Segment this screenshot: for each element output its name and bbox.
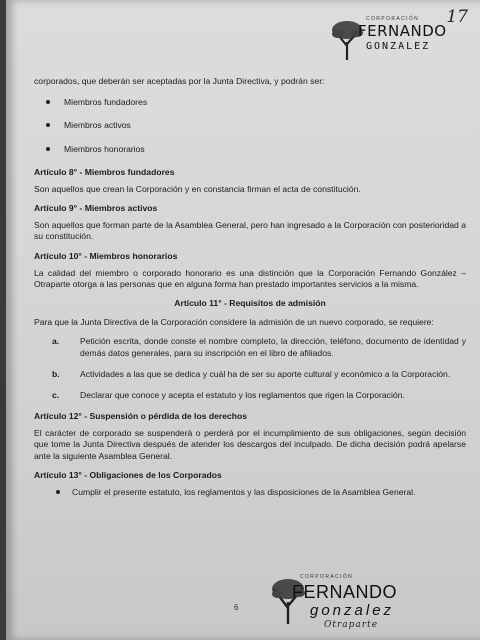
list-item: b. Actividades a las que se dedica y cuál ha de ser su aporte cultural y económico a la Corporación. bbox=[52, 368, 451, 379]
list-item: a. Petición escrita, donde conste el nombre completo, la dirección, teléfono, documento de identidad y demás datos generales, para su inscripción en el libro de afiliados. bbox=[52, 336, 466, 358]
list-item: Cumplir el presente estatuto, los reglamentos y las disposiciones de la Asamblea General. bbox=[34, 487, 466, 498]
list-item: Miembros fundadores bbox=[34, 97, 466, 108]
article-13-title: Artículo 13° - Obligaciones de los Corporados bbox=[34, 469, 222, 480]
article-12-title: Artículo 12° - Suspensión o pérdida de los derechos bbox=[34, 411, 248, 422]
list-item: Miembros honorarios bbox=[34, 144, 466, 155]
logo-name: FERNANDO bbox=[292, 582, 398, 602]
bullet-icon bbox=[46, 100, 50, 104]
article-12-text: El carácter de corporado se suspenderá o perderá por el incumplimiento de sus obligaciones, según decisión que tome la Junta Directiva después de atender los descargos del inculpado. De dicha decisión podrá apelarse ante la siguiente Asamblea General. bbox=[34, 428, 466, 461]
article-10-title: Artículo 10° - Miembros honorarios bbox=[34, 250, 178, 261]
logo-surname: GONZALEZ bbox=[366, 41, 431, 52]
article-10-text: La calidad del miembro o corporado honorario es una distinción que la Corporación Fernando González – Otraparte otorga a las personas que en alguna forma han prestado importantes servicios a la misma. bbox=[34, 267, 466, 289]
intro-text: corporados, que deberán ser aceptadas por la Junta Directiva, y podrán ser: bbox=[34, 76, 325, 86]
article-8-text: Son aquellos que crean la Corporación y en constancia firman el acta de constitución. bbox=[34, 183, 361, 194]
logo-name: FERNANDO bbox=[358, 22, 447, 40]
list-item: c. Declarar que conoce y acepta el estatuto y los reglamentos que rigen la Corporación. bbox=[52, 389, 405, 400]
logo-subtitle: Otraparte bbox=[324, 620, 379, 630]
list-item: Miembros activos bbox=[34, 120, 466, 131]
document-page bbox=[6, 0, 480, 640]
logo-surname: gonzalez bbox=[310, 602, 395, 619]
logo-corp-label: CORPORACIÓN bbox=[366, 16, 420, 22]
article-11-title: Artículo 11° - Requisitos de admisión bbox=[174, 298, 326, 309]
article-9-title: Artículo 9° - Miembros activos bbox=[34, 203, 158, 214]
logo-corp-label: CORPORACIÓN bbox=[300, 574, 354, 580]
bullet-icon bbox=[46, 123, 50, 127]
bullet-icon bbox=[56, 490, 60, 494]
header-logo bbox=[330, 12, 447, 62]
footer-logo bbox=[270, 568, 430, 638]
bullet-icon bbox=[46, 147, 50, 151]
article-8-title: Artículo 8° - Miembros fundadores bbox=[34, 166, 175, 177]
handwritten-page-number: 17 bbox=[446, 7, 468, 27]
admission-requirements bbox=[34, 336, 466, 401]
member-types-list bbox=[34, 97, 466, 155]
page-number: 6 bbox=[234, 603, 239, 612]
article-11-text: Para que la Junta Directiva de la Corporación considere la admisión de un nuevo corporado, se requiere: bbox=[34, 317, 434, 328]
article-9-text: Son aquellos que forman parte de la Asamblea General, pero han ingresado a la Corporación con posterioridad a su constitución. bbox=[34, 220, 466, 242]
document-body bbox=[34, 76, 466, 498]
